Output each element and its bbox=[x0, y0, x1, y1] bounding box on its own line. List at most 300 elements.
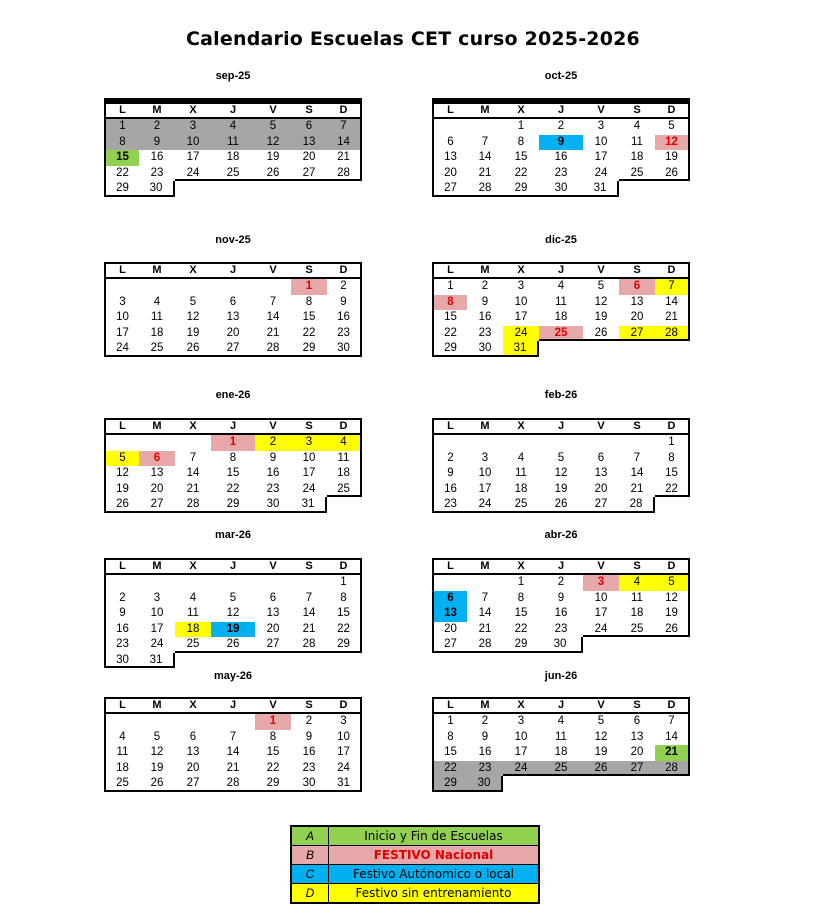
day-cell: 13 bbox=[226, 311, 240, 323]
day-cell: 6 bbox=[229, 295, 237, 308]
weekday-label: V bbox=[269, 560, 277, 572]
day-cell: 16 bbox=[104, 622, 139, 638]
day-cell: 29 bbox=[503, 181, 539, 197]
day-cell: 9 bbox=[269, 451, 277, 464]
day-cell: 22 bbox=[655, 482, 690, 498]
day-cell: 15 bbox=[226, 467, 240, 479]
day-cell: 18 bbox=[554, 746, 568, 758]
day-cell: 4 bbox=[327, 435, 362, 451]
week-row bbox=[104, 150, 362, 166]
legend-key: B bbox=[292, 846, 329, 864]
day-cell: 16 bbox=[150, 151, 164, 163]
day-cell: 24 bbox=[594, 166, 608, 179]
weekday-label: M bbox=[152, 699, 162, 711]
weekday-label: L bbox=[447, 264, 454, 276]
weekday-label: S bbox=[633, 104, 641, 116]
day-cell: 28 bbox=[327, 166, 362, 182]
day-cell: 30 bbox=[467, 341, 503, 357]
weekday-header bbox=[432, 418, 690, 435]
day-rows bbox=[104, 119, 362, 197]
day-cell: 12 bbox=[554, 467, 568, 479]
day-cell: 5 bbox=[655, 119, 690, 135]
week-row bbox=[104, 776, 362, 792]
week-row bbox=[104, 181, 362, 197]
day-cell: 3 bbox=[517, 280, 525, 292]
day-cell: 20 bbox=[594, 482, 608, 495]
day-cell: 10 bbox=[478, 467, 492, 479]
day-cell: 19 bbox=[594, 746, 608, 758]
day-cell: 26 bbox=[655, 166, 690, 182]
day-cell: 11 bbox=[187, 607, 199, 619]
day-cell: 2 bbox=[104, 591, 139, 607]
day-cell: 2 bbox=[305, 715, 313, 727]
day-cell: 21 bbox=[478, 622, 492, 635]
month-label: abr-26 bbox=[544, 529, 578, 541]
day-cell: 2 bbox=[432, 451, 467, 467]
day-cell: 9 bbox=[305, 730, 313, 743]
week-row bbox=[104, 761, 362, 777]
day-cell: 19 bbox=[554, 482, 568, 495]
day-rows bbox=[432, 279, 690, 357]
weekday-label: X bbox=[189, 264, 197, 276]
weekday-header bbox=[104, 558, 362, 575]
day-cell: 16 bbox=[554, 607, 568, 619]
day-cell: 8 bbox=[104, 135, 139, 151]
day-cell: 15 bbox=[266, 746, 280, 758]
day-cell: 15 bbox=[327, 606, 362, 622]
weekday-label: D bbox=[339, 560, 348, 572]
day-cell: 5 bbox=[153, 730, 161, 743]
day-cell: 16 bbox=[554, 151, 568, 163]
day-cell: 19 bbox=[655, 606, 690, 622]
day-cell: 19 bbox=[594, 311, 608, 323]
weekday-label: V bbox=[269, 104, 277, 116]
day-cell: 25 bbox=[619, 622, 655, 638]
day-cell: 18 bbox=[514, 482, 528, 495]
weekday-label: S bbox=[305, 264, 313, 276]
week-row bbox=[104, 714, 362, 730]
empty-cell bbox=[291, 575, 327, 591]
day-cell: 9 bbox=[557, 591, 565, 604]
day-cell: 30 bbox=[467, 776, 503, 792]
weekday-label: X bbox=[189, 420, 197, 432]
legend-key: A bbox=[292, 827, 329, 845]
week-row bbox=[104, 482, 362, 498]
weekday-label: X bbox=[189, 560, 197, 572]
weekday-label: D bbox=[339, 104, 348, 116]
day-cell: 13 bbox=[630, 295, 644, 308]
day-cell: 10 bbox=[327, 730, 362, 746]
day-cell: 11 bbox=[211, 135, 255, 151]
weekday-header bbox=[432, 697, 690, 714]
day-cell: 1 bbox=[655, 435, 690, 451]
month-calendar bbox=[432, 697, 690, 792]
weekday-label: X bbox=[517, 699, 525, 711]
day-cell: 12 bbox=[150, 746, 164, 758]
day-cell: 30 bbox=[539, 637, 583, 653]
weekday-label: S bbox=[305, 104, 313, 116]
month-label: sep-25 bbox=[215, 70, 251, 82]
day-cell: 27 bbox=[619, 761, 655, 777]
empty-cell bbox=[432, 575, 467, 591]
empty-cell bbox=[104, 575, 139, 591]
empty-cell bbox=[104, 279, 139, 295]
weekday-label: L bbox=[447, 420, 454, 432]
empty-cell bbox=[139, 714, 175, 730]
weekday-label: X bbox=[517, 104, 525, 116]
day-cell: 31 bbox=[503, 341, 539, 357]
day-cell: 3 bbox=[175, 119, 211, 135]
month-label: jun-26 bbox=[544, 670, 578, 682]
day-cell: 7 bbox=[229, 730, 237, 743]
day-cell: 20 bbox=[266, 622, 280, 635]
weekday-label: S bbox=[305, 420, 313, 432]
day-cell: 6 bbox=[597, 451, 605, 464]
day-cell: 11 bbox=[104, 745, 139, 761]
day-cell: 23 bbox=[104, 637, 139, 653]
day-cell: 31 bbox=[291, 497, 327, 513]
weekday-header bbox=[104, 697, 362, 714]
week-row bbox=[104, 451, 362, 467]
week-row bbox=[432, 622, 690, 638]
empty-cell bbox=[467, 119, 503, 135]
empty-cell bbox=[175, 279, 211, 295]
day-cell: 21 bbox=[478, 166, 492, 179]
day-cell: 20 bbox=[630, 746, 644, 758]
day-cell: 5 bbox=[189, 295, 197, 308]
weekday-header bbox=[104, 102, 362, 119]
day-cell: 15 bbox=[432, 745, 467, 761]
week-row bbox=[104, 326, 362, 342]
day-cell: 7 bbox=[189, 451, 197, 464]
day-cell: 7 bbox=[327, 119, 362, 135]
day-cell: 17 bbox=[594, 607, 608, 619]
day-cell: 2 bbox=[139, 119, 175, 135]
day-cell: 11 bbox=[555, 730, 567, 743]
day-cell: 6 bbox=[139, 451, 175, 467]
day-cell: 19 bbox=[266, 151, 280, 163]
week-row bbox=[104, 497, 362, 513]
day-cell: 4 bbox=[517, 451, 525, 464]
day-cell: 5 bbox=[255, 119, 291, 135]
day-cell: 20 bbox=[150, 482, 164, 495]
day-cell: 8 bbox=[229, 451, 237, 464]
month-label: oct-25 bbox=[544, 70, 578, 82]
day-cell: 31 bbox=[327, 776, 362, 792]
week-row bbox=[432, 730, 690, 746]
day-cell: 23 bbox=[432, 497, 467, 513]
weekday-label: V bbox=[597, 104, 605, 116]
weekday-label: S bbox=[305, 699, 313, 711]
day-cell: 29 bbox=[327, 637, 362, 653]
weekday-label: L bbox=[119, 420, 126, 432]
week-row bbox=[104, 119, 362, 135]
day-cell: 19 bbox=[150, 761, 164, 774]
weekday-label: L bbox=[447, 104, 454, 116]
day-cell: 8 bbox=[305, 295, 313, 308]
day-rows bbox=[104, 714, 362, 792]
week-row bbox=[432, 482, 690, 498]
empty-cell bbox=[255, 279, 291, 295]
weekday-label: J bbox=[557, 420, 565, 432]
empty-cell bbox=[104, 714, 139, 730]
day-cell: 1 bbox=[291, 279, 327, 295]
day-cell: 28 bbox=[291, 637, 327, 653]
day-cell: 23 bbox=[327, 326, 362, 342]
day-cell: 24 bbox=[327, 761, 362, 777]
day-cell: 18 bbox=[226, 151, 240, 163]
day-cell: 2 bbox=[481, 715, 489, 727]
empty-cell bbox=[583, 435, 619, 451]
week-row bbox=[432, 166, 690, 182]
day-cell: 21 bbox=[302, 622, 316, 635]
day-cell: 29 bbox=[432, 776, 467, 792]
weekday-label: V bbox=[269, 264, 277, 276]
day-cell: 19 bbox=[186, 326, 200, 339]
week-row bbox=[104, 606, 362, 622]
weekday-label: J bbox=[557, 104, 565, 116]
day-cell: 25 bbox=[175, 637, 211, 653]
weekday-label: L bbox=[447, 560, 454, 572]
week-row bbox=[432, 606, 690, 622]
day-cell: 29 bbox=[104, 181, 139, 197]
day-cell: 7 bbox=[655, 714, 690, 730]
day-cell: 15 bbox=[302, 311, 316, 323]
day-rows bbox=[432, 575, 690, 653]
week-row bbox=[104, 622, 362, 638]
empty-cell bbox=[175, 435, 211, 451]
day-cell: 9 bbox=[327, 295, 362, 311]
weekday-label: M bbox=[152, 560, 162, 572]
month-label: may-26 bbox=[214, 670, 252, 682]
weekday-label: L bbox=[119, 104, 126, 116]
weekday-header bbox=[432, 102, 690, 119]
day-cell: 20 bbox=[630, 311, 644, 323]
day-cell: 10 bbox=[150, 607, 164, 619]
legend-text: Festivo Autónomico o local bbox=[353, 867, 514, 881]
month-label: ene-26 bbox=[215, 389, 251, 401]
week-row bbox=[104, 135, 362, 151]
day-cell: 10 bbox=[514, 295, 528, 308]
day-cell: 28 bbox=[211, 776, 255, 792]
day-cell: 7 bbox=[633, 451, 641, 464]
day-cell: 4 bbox=[633, 120, 641, 132]
day-cell: 30 bbox=[327, 341, 362, 357]
day-cell: 26 bbox=[583, 326, 619, 342]
empty-cell bbox=[139, 435, 175, 451]
day-rows bbox=[432, 714, 690, 792]
day-cell: 27 bbox=[432, 637, 467, 653]
day-cell: 15 bbox=[655, 466, 690, 482]
week-row bbox=[432, 637, 690, 653]
weekday-label: S bbox=[633, 560, 641, 572]
day-cell: 15 bbox=[104, 150, 139, 166]
day-cell: 14 bbox=[655, 730, 690, 746]
day-cell: 19 bbox=[104, 482, 139, 498]
day-cell: 9 bbox=[481, 730, 489, 743]
day-cell: 21 bbox=[186, 482, 200, 495]
day-cell: 25 bbox=[503, 497, 539, 513]
day-cell: 17 bbox=[302, 467, 316, 479]
weekday-label: J bbox=[557, 560, 565, 572]
empty-cell bbox=[432, 119, 467, 135]
weekday-label: M bbox=[480, 560, 490, 572]
day-cell: 13 bbox=[432, 150, 467, 166]
weekday-label: J bbox=[229, 264, 237, 276]
day-cell: 10 bbox=[594, 135, 608, 148]
day-cell: 25 bbox=[104, 776, 139, 792]
day-cell: 22 bbox=[266, 761, 280, 774]
day-cell: 24 bbox=[503, 326, 539, 342]
empty-cell bbox=[139, 575, 175, 591]
week-row bbox=[432, 135, 690, 151]
day-cell: 11 bbox=[555, 295, 567, 308]
week-row bbox=[104, 575, 362, 591]
day-cell: 5 bbox=[104, 451, 139, 467]
weekday-label: D bbox=[667, 264, 676, 276]
day-cell: 17 bbox=[327, 745, 362, 761]
day-cell: 4 bbox=[104, 730, 139, 746]
weekday-label: V bbox=[269, 420, 277, 432]
day-cell: 10 bbox=[594, 591, 608, 604]
day-cell: 25 bbox=[211, 166, 255, 182]
day-cell: 17 bbox=[514, 746, 528, 758]
weekday-label: V bbox=[597, 420, 605, 432]
day-cell: 20 bbox=[186, 761, 200, 774]
legend-text: Inicio y Fin de Escuelas bbox=[364, 829, 503, 843]
weekday-header bbox=[432, 262, 690, 279]
day-cell: 13 bbox=[266, 607, 280, 619]
day-cell: 26 bbox=[539, 497, 583, 513]
day-cell: 7 bbox=[269, 295, 277, 308]
month-calendar bbox=[104, 697, 362, 792]
month-calendar bbox=[104, 558, 362, 668]
day-cell: 19 bbox=[211, 622, 255, 638]
day-cell: 9 bbox=[432, 466, 467, 482]
week-row bbox=[432, 575, 690, 591]
day-cell: 14 bbox=[327, 135, 362, 151]
day-cell: 18 bbox=[150, 326, 164, 339]
week-row bbox=[432, 451, 690, 467]
day-cell: 11 bbox=[631, 591, 643, 604]
day-cell: 29 bbox=[503, 637, 539, 653]
day-cell: 27 bbox=[175, 776, 211, 792]
day-cell: 6 bbox=[432, 135, 467, 151]
day-cell: 3 bbox=[481, 451, 489, 464]
day-cell: 2 bbox=[557, 576, 565, 588]
day-cell: 3 bbox=[583, 575, 619, 591]
day-cell: 21 bbox=[655, 745, 690, 761]
day-cell: 27 bbox=[291, 166, 327, 182]
empty-cell bbox=[539, 435, 583, 451]
day-cell: 25 bbox=[539, 326, 583, 342]
day-cell: 6 bbox=[432, 591, 467, 607]
day-cell: 25 bbox=[539, 761, 583, 777]
day-cell: 28 bbox=[467, 181, 503, 197]
day-rows bbox=[432, 119, 690, 197]
day-cell: 24 bbox=[583, 622, 619, 638]
week-row bbox=[104, 166, 362, 182]
day-cell: 9 bbox=[539, 135, 583, 151]
empty-cell bbox=[175, 714, 211, 730]
weekday-label: D bbox=[667, 104, 676, 116]
day-cell: 17 bbox=[104, 326, 139, 342]
day-cell: 9 bbox=[481, 295, 489, 308]
day-cell: 21 bbox=[655, 310, 690, 326]
weekday-label: J bbox=[229, 560, 237, 572]
week-row bbox=[104, 435, 362, 451]
day-cell: 6 bbox=[269, 591, 277, 604]
day-cell: 1 bbox=[432, 714, 467, 730]
day-cell: 23 bbox=[150, 166, 164, 179]
month-calendar bbox=[104, 262, 362, 357]
day-cell: 10 bbox=[302, 451, 316, 464]
week-row bbox=[432, 776, 690, 792]
empty-cell bbox=[467, 575, 503, 591]
week-row bbox=[104, 591, 362, 607]
day-cell: 10 bbox=[514, 730, 528, 743]
day-cell: 23 bbox=[554, 166, 568, 179]
day-cell: 24 bbox=[150, 638, 164, 650]
day-cell: 2 bbox=[255, 435, 291, 451]
day-cell: 26 bbox=[104, 497, 139, 513]
week-row bbox=[432, 326, 690, 342]
weekday-label: X bbox=[517, 560, 525, 572]
day-cell: 11 bbox=[631, 135, 643, 148]
legend-key: D bbox=[292, 884, 329, 902]
day-cell: 13 bbox=[630, 730, 644, 743]
weekday-label: M bbox=[152, 264, 162, 276]
empty-cell bbox=[211, 279, 255, 295]
day-cell: 30 bbox=[255, 497, 291, 513]
month-label: feb-26 bbox=[544, 389, 578, 401]
day-cell: 30 bbox=[539, 181, 583, 197]
day-cell: 21 bbox=[630, 482, 644, 495]
day-cell: 23 bbox=[266, 482, 280, 495]
day-cell: 3 bbox=[327, 714, 362, 730]
day-cell: 18 bbox=[327, 466, 362, 482]
day-cell: 26 bbox=[655, 622, 690, 638]
day-cell: 26 bbox=[255, 166, 291, 182]
empty-cell bbox=[211, 575, 255, 591]
day-cell: 14 bbox=[478, 151, 492, 163]
day-cell: 11 bbox=[515, 467, 527, 479]
month-label: nov-25 bbox=[215, 234, 251, 246]
day-cell: 22 bbox=[514, 622, 528, 635]
day-cell: 1 bbox=[255, 714, 291, 730]
day-cell: 8 bbox=[432, 730, 467, 746]
day-cell: 18 bbox=[554, 311, 568, 323]
day-cell: 25 bbox=[139, 341, 175, 357]
day-cell: 14 bbox=[302, 607, 316, 619]
weekday-label: V bbox=[269, 699, 277, 711]
day-cell: 28 bbox=[655, 761, 690, 777]
day-cell: 2 bbox=[557, 120, 565, 132]
weekday-label: J bbox=[229, 420, 237, 432]
day-cell: 17 bbox=[478, 482, 492, 495]
day-cell: 30 bbox=[291, 776, 327, 792]
week-row bbox=[104, 279, 362, 295]
empty-cell bbox=[467, 435, 503, 451]
weekday-label: S bbox=[305, 560, 313, 572]
day-cell: 31 bbox=[139, 653, 175, 669]
legend bbox=[290, 825, 540, 904]
week-row bbox=[432, 497, 690, 513]
day-cell: 17 bbox=[514, 311, 528, 323]
weekday-label: V bbox=[597, 560, 605, 572]
day-rows bbox=[104, 279, 362, 357]
day-cell: 8 bbox=[327, 591, 362, 607]
